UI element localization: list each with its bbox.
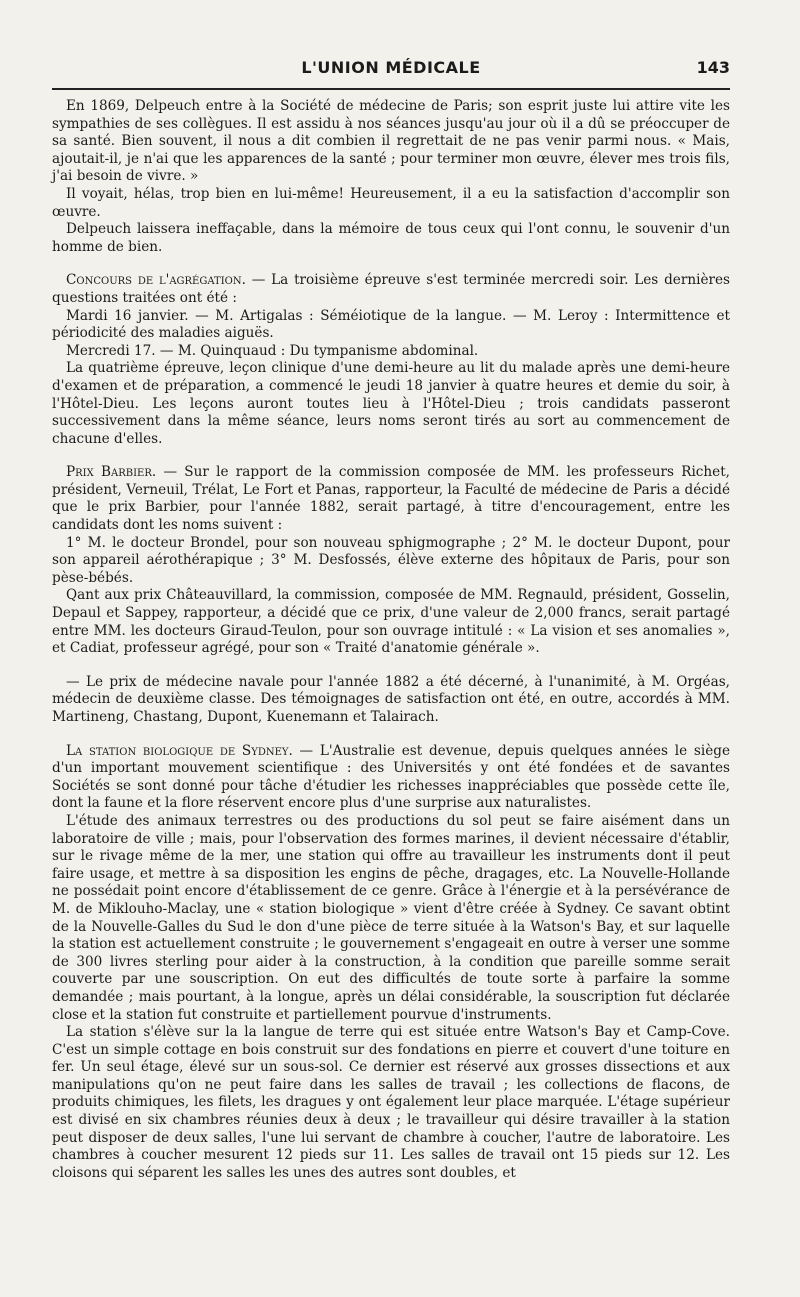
section-heading: La station biologique de Sydney.: [66, 742, 293, 759]
paragraph-text: — La troisième épreuve s'est terminée mercredi soir. Les dernières questions traitées ont été :: [52, 272, 731, 306]
paragraph: — Le prix de médecine navale pour l'année 1882 a été décerné, à l'unanimité, à M. Orgéas, médecin de deuxième classe. Des témoignages de satisfaction ont été, en outre, accordés à MM. Martineng, Chastang, Dupont, Kuenemann et Talairach.: [52, 673, 730, 725]
section-sydney: [52, 743, 730, 813]
paragraph: En 1869, Delpeuch entre à la Société de médecine de Paris; son esprit juste lui attire vite les sympathies de ses collègues. Il est assidu à nos séances jusqu'au jour où il a dû se préoccuper de sa santé. Bien souvent, il nous a dit combien il regrettait de ne pas venir parmi nous. « Mais, ajoutait-il, je n'ai que les apparences de la santé ; pour terminer mon œuvre, élever mes trois fils, j'ai besoin de vivre. »: [52, 98, 730, 185]
section-heading: Prix Barbier.: [66, 464, 157, 481]
paragraph: Delpeuch laissera ineffaçable, dans la mémoire de tous ceux qui l'ont connu, le souvenir d'un homme de bien.: [52, 221, 730, 255]
paragraph: Il voyait, hélas, trop bien en lui-même! Heureusement, il a eu la satisfaction d'accomplir son œuvre.: [52, 185, 730, 220]
header-rule: [52, 88, 730, 90]
page-number: 143: [696, 58, 730, 77]
paragraph: La quatrième épreuve, leçon clinique d'une demi-heure au lit du malade après une demi-heure d'examen et de préparation, a commencé le jeudi 18 janvier à quatre heures et demie du soir, à l'Hôtel-Dieu. Les leçons auront toutes lieu à l'Hôtel-Dieu ; trois candidats passeront successivement dans la même séance, leurs noms seront tirés au sort au commencement de chacune d'elles.: [52, 360, 730, 447]
section-prix-barbier: [52, 464, 730, 534]
paragraph: Mercredi 17. — M. Quinquaud : Du tympanisme abdominal.: [66, 342, 479, 359]
paragraph: Mardi 16 janvier. — M. Artigalas : Séméiotique de la langue. — M. Leroy : Intermittence et périodicité des maladies aiguës.: [52, 307, 730, 342]
paragraph-text: — L'Australie est devenue, depuis quelques années le siège d'un important mouvement scientifique : des Universités y ont été fondées et de savantes Sociétés se sont donné pour tâche d'étudier les richesses inappréciables que possède cette île, dont la faune et la flore réservent encore plus d'une surprise aux naturalistes.: [52, 742, 730, 812]
paragraph-text: — Sur le rapport de la commission composée de MM. les professeurs Richet, président, Verneuil, Trélat, Le Fort et Panas, rapporteur, la Faculté de médecine de Paris a décidé que le prix Barbier, pour l'année 1882, serait partagé, à titre d'encouragement, entre les candidats dont les noms suivent :: [52, 464, 730, 534]
page-header: [52, 58, 730, 82]
section-heading: Concours de l'agrégation.: [66, 272, 246, 289]
article-body: [52, 98, 730, 1182]
paragraph: 1° M. le docteur Brondel, pour son nouveau sphigmographe ; 2° M. le docteur Dupont, pour son appareil aérothérapique ; 3° M. Desfossés, élève externe des hôpitaux de Paris, pour son pèse-bébés.: [52, 534, 730, 586]
paragraph: Qant aux prix Châteauvillard, la commission, composée de MM. Regnauld, président, Gosselin, Depaul et Sappey, rapporteur, a décidé que ce prix, d'une valeur de 2,000 francs, serait partagé entre MM. les docteurs Giraud-Teulon, pour son ouvrage intitulé : « La vision et ses anomalies », et Cadiat, professeur agrégé, pour son « Traité d'anatomie générale ».: [52, 587, 730, 657]
paragraph: La station s'élève sur la la langue de terre qui est située entre Watson's Bay et Camp-Cove. C'est un simple cottage en bois construit sur des fondations en pierre et couvert d'une toiture en fer. Un seul étage, élevé sur un sous-sol. Ce dernier est réservé aux grosses dissections et aux manipulations qu'on ne peut faire dans les salles de travail ; les collections de flacons, de produits chimiques, les filets, les dragues y ont également leur place marquée. L'étage supérieur est divisé en six chambres réunies deux à deux ; le travailleur qui désire travailler à la station peut disposer de deux salles, l'une lui servant de chambre à coucher, l'autre de laboratoire. Les chambres à coucher mesurent 12 pieds sur 11. Les salles de travail ont 15 pieds sur 12. Les cloisons qui séparent les salles les unes des autres sont doubles, et: [52, 1024, 730, 1181]
paragraph: L'étude des animaux terrestres ou des productions du sol peut se faire aisément dans un laboratoire de ville ; mais, pour l'observation des formes marines, il devient nécessaire d'établir, sur le rivage même de la mer, une station qui offre au travailleur les instruments dont il peut faire usage, et mettre à sa disposition les engins de pêche, dragages, etc. La Nouvelle-Hollande ne possédait point encore d'établissement de ce genre. Grâce à l'énergie et à la persévérance de M. de Miklouho-Maclay, une « station biologique » vient d'être créée à Sydney. Ce savant obtint de la Nouvelle-Galles du Sud le don d'une pièce de terre située à la Watson's Bay, et sur laquelle la station est actuellement construite ; le gouvernement s'engageait en outre à verser une somme de 300 livres sterling pour aider à la construction, à la condition que pareille somme serait couverte par une souscription. On eut des difficultés de toute sorte à parfaire la somme demandée ; mais pourtant, à la longue, après un délai considérable, la souscription fut déclarée close et la station fut construite et partiellement pourvue d'instruments.: [52, 812, 730, 1023]
section-concours: [52, 272, 730, 307]
running-title: L'UNION MÉDICALE: [301, 58, 481, 77]
